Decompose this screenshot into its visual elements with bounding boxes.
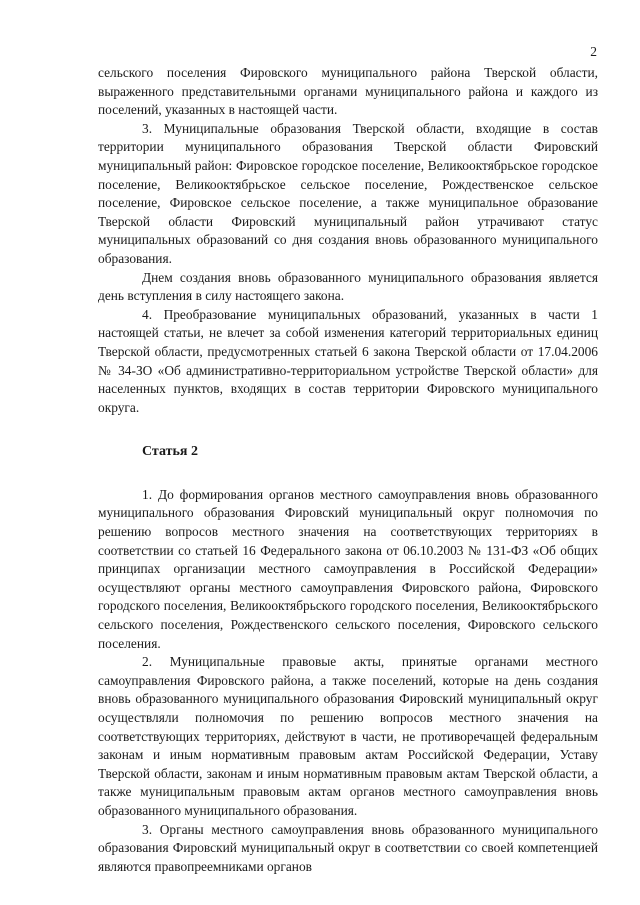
paragraph: 2. Муниципальные правовые акты, принятые органами местного самоуправления Фировского района, а также поселений, которые на день создания вновь образованного муниципального образования Фировский муниципальный округ осуществляли полномочия по решению вопросов местного значения на соответствующих территориях, действуют в части, не противоречащей федеральным законам и иным нормативным правовым актам Российской Федерации, Уставу Тверской области, законам и иным нормативным правовым актам Тверской области, а также муниципальным правовым актам органов местного самоуправления вновь образованного муниципального образования. <box>98 654 598 818</box>
paragraph: сельского поселения Фировского муниципального района Тверской области, выраженного представительными органами муниципального района и каждого из поселений, указанных в настоящей части. <box>98 65 598 118</box>
document-body <box>98 64 598 876</box>
paragraph: 4. Преобразование муниципальных образований, указанных в части 1 настоящей статьи, не влечет за собой изменения категорий территориальных единиц Тверской области, предусмотренных статьей 6 закона Тверской области от 17.04.2006 № 34-ЗО «Об административно-территориальном устройстве Тверской области» для населенных пунктов, входящих в состав территории Фировского муниципального округа. <box>98 306 598 415</box>
paragraph: 1. До формирования органов местного самоуправления вновь образованного муниципального образования Фировский муниципальный округ полномочия по решению вопросов местного значения на соответствующих территориях в соответствии со статьей 16 Федерального закона от 06.10.2003 № 131-ФЗ «Об общих принципах организации местного самоуправления в Российской Федерации» осуществляют органы местного самоуправления Фировского района, Фировского городского поселения, Великооктябрьского городского поселения, Великооктябрьского сельского поселения, Рождественского сельского поселения, Фировского сельского поселения. <box>98 486 598 651</box>
paragraph: Днем создания вновь образованного муниципального образования является день вступления в силу настоящего закона. <box>98 269 598 304</box>
paragraph: 3. Муниципальные образования Тверской области, входящие в состав территории муниципального образования Тверской области Фировский муниципальный район: Фировское городское поселение, Великооктябрьское городское поселение, Великооктябрьское сельское поселение, Рождественское сельское поселение, Фировское сельское поселение, а также муниципальное образование Тверской области Фировский муниципальный район утрачивают статус муниципальных образований со дня создания вновь образованного муниципального образования. <box>98 120 598 266</box>
page-number: 2 <box>590 44 597 59</box>
paragraph: 3. Органы местного самоуправления вновь образованного муниципального образования Фировский муниципальный округ в соответствии со своей компетенцией являются правопреемниками органов <box>98 821 598 874</box>
article-heading: Статья 2 <box>142 444 198 460</box>
